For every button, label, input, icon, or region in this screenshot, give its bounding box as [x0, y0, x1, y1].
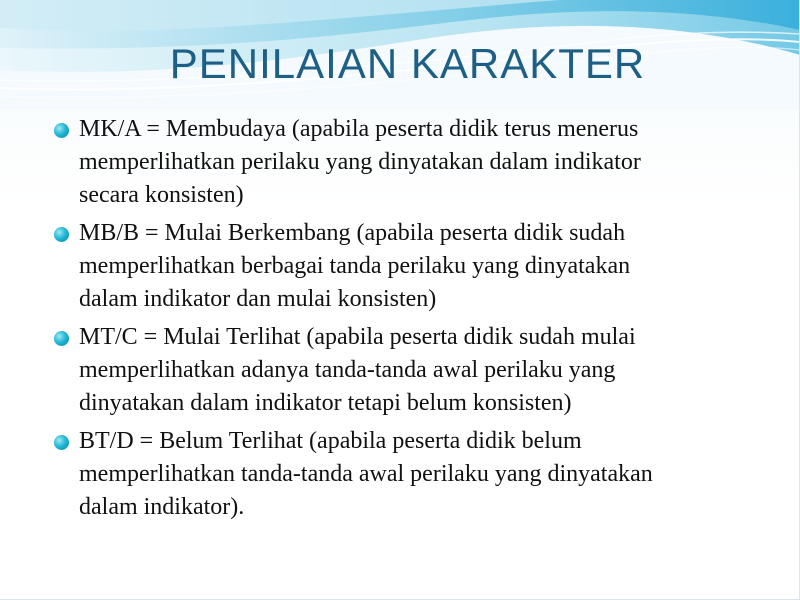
- bullet-dot-icon: [54, 331, 69, 346]
- bullet-item-mb-b: [54, 217, 774, 316]
- bullet-dot-icon: [54, 123, 69, 138]
- bullet-text: MB/B = Mulai Berkembang (apabila peserta didik sudah memperlihatkan berbagai tanda perilaku yang dinyatakan dalam indikator dan mulai konsisten): [79, 220, 631, 312]
- bullet-list: [54, 113, 774, 529]
- bullet-dot-icon: [54, 227, 69, 242]
- bullet-item-mt-c: [54, 321, 774, 420]
- bullet-text: BT/D = Belum Terlihat (apabila peserta didik belum memperlihatkan tanda-tanda awal perilaku yang dinyatakan dalam indikator).: [79, 428, 653, 520]
- bullet-item-bt-d: [54, 425, 774, 524]
- bullet-text: MT/C = Mulai Terlihat (apabila peserta didik sudah mulai memperlihatkan adanya tanda-tanda awal perilaku yang dinyatakan dalam indikator tetapi belum konsisten): [79, 324, 636, 416]
- bullet-dot-icon: [54, 435, 69, 450]
- slide-title: PENILAIAN KARAKTER: [169, 40, 646, 87]
- bullet-text: MK/A = Membudaya (apabila peserta didik terus menerus memperlihatkan perilaku yang dinyatakan dalam indikator secara konsisten): [79, 116, 641, 208]
- bullet-item-mk-a: [54, 113, 774, 212]
